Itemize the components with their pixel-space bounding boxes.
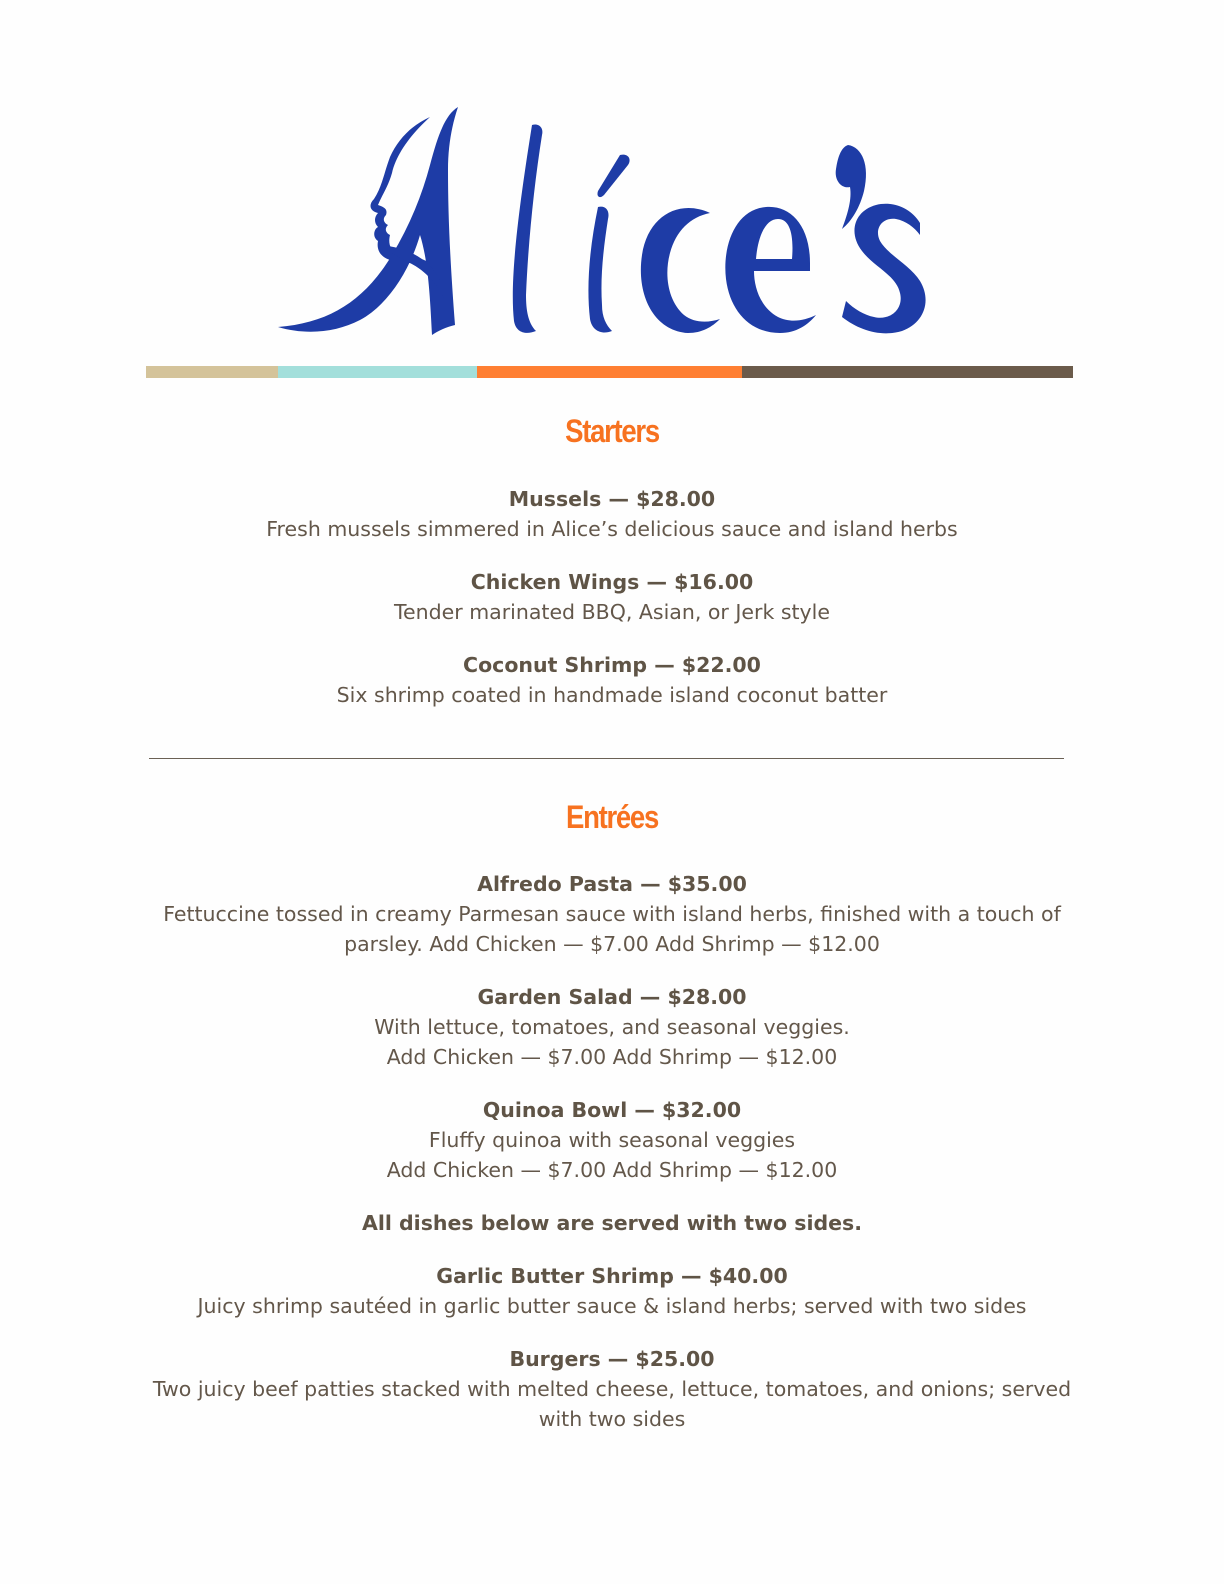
color-stripe-brown — [742, 366, 1073, 378]
color-stripe-aqua — [278, 366, 477, 378]
menu-item-description-line: With lettuce, tomatoes, and seasonal veggies. — [374, 1015, 850, 1039]
menu-item-description: Juicy shrimp sautéed in garlic butter sauce & island herbs; served with two sides — [197, 1294, 1027, 1318]
menu-item-name: Garden Salad — $28.00 — [477, 985, 747, 1009]
menu-item-description: Six shrimp coated in handmade island coconut batter — [336, 683, 888, 707]
menu-item-name: Garlic Butter Shrimp — $40.00 — [436, 1264, 788, 1288]
menu-item-description: Tender marinated BBQ, Asian, or Jerk style — [393, 600, 830, 624]
menu-item-name: Burgers — $25.00 — [509, 1347, 715, 1371]
menu-item-garden-salad — [150, 982, 1074, 1072]
menu-item-garlic-butter-shrimp — [150, 1261, 1074, 1321]
section-title-starters: Starters — [565, 413, 659, 449]
color-stripe-tan — [146, 366, 278, 378]
color-stripe-bar — [146, 366, 1073, 378]
sides-note: All dishes below are served with two sides. — [361, 1211, 863, 1235]
menu-item-name: Quinoa Bowl — $32.00 — [482, 1098, 742, 1122]
menu-item-description-line: Fettuccine tossed in creamy Parmesan sauce with island herbs, finished with a touch of — [163, 902, 1061, 926]
menu-item-name: Chicken Wings — $16.00 — [470, 570, 754, 594]
section-divider — [149, 758, 1064, 759]
menu-item-name: Alfredo Pasta — $35.00 — [477, 872, 747, 896]
menu-item-burgers — [150, 1344, 1074, 1434]
menu-item-description-line: parsley. Add Chicken — $7.00 Add Shrimp — $12.00 — [344, 932, 880, 956]
menu-item-quinoa-bowl — [150, 1095, 1074, 1185]
menu-item-description: Fresh mussels simmered in Alice’s delicious sauce and island herbs — [266, 517, 958, 541]
menu-item-name: Coconut Shrimp — $22.00 — [463, 653, 761, 677]
logo-graphic — [270, 95, 940, 355]
menu-item-description-line: Add Chicken — $7.00 Add Shrimp — $12.00 — [386, 1158, 838, 1182]
menu-item-name: Mussels — $28.00 — [508, 487, 716, 511]
menu-item-chicken-wings — [150, 567, 1074, 627]
menu-item-alfredo-pasta — [150, 869, 1074, 959]
menu-item-mussels — [150, 484, 1074, 544]
menu-item-coconut-shrimp — [150, 650, 1074, 710]
menu-item-description-line: with two sides — [538, 1407, 686, 1431]
menu-item-description-line: Fluffy quinoa with seasonal veggies — [428, 1128, 796, 1152]
alices-logo — [270, 95, 940, 355]
section-title-entrees: Entrées — [566, 799, 658, 835]
color-stripe-orange — [477, 366, 742, 378]
menu-item-description-line: Two juicy beef patties stacked with melted cheese, lettuce, tomatoes, and onions; served — [152, 1377, 1072, 1401]
menu-item-description-line: Add Chicken — $7.00 Add Shrimp — $12.00 — [386, 1045, 838, 1069]
